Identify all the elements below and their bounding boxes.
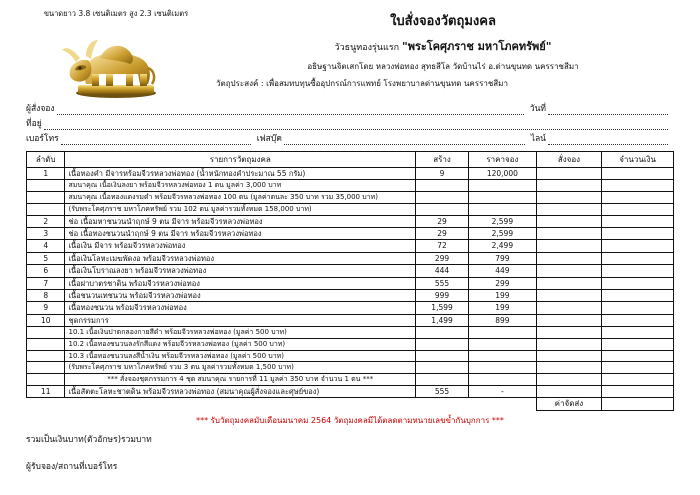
golden-bull-image [56, 22, 176, 100]
table-row [27, 362, 674, 374]
cell-no: 6 [27, 265, 65, 277]
cell-no: 9 [27, 302, 65, 314]
cell-made: 1,599 [416, 302, 469, 314]
label-baht2: บาท [136, 435, 152, 446]
cell-amount[interactable] [602, 277, 674, 289]
cell-made: 9 [416, 168, 469, 180]
cell-order-qty[interactable] [536, 265, 602, 277]
label-line: ไลน์ [530, 134, 546, 144]
cell-description: 10.2 เนื้อทองชนวนลงรักสีแดง พร้อมจีวรหลวงพ่อทอง (มูลค่า 500 บาท) [65, 338, 416, 350]
cell-amount[interactable] [602, 314, 674, 326]
cell-order-qty[interactable] [536, 252, 602, 264]
cell-no: 2 [27, 215, 65, 227]
cell-amount[interactable] [602, 203, 674, 215]
cell-made: 555 [416, 385, 469, 397]
cell-order-qty[interactable] [536, 192, 602, 204]
cell-price: 120,000 [469, 168, 537, 180]
cell-amount[interactable] [602, 228, 674, 240]
cell-amount[interactable] [602, 168, 674, 180]
label-facebook: เฟสบุ๊ค [256, 134, 282, 144]
input-line[interactable] [548, 134, 668, 145]
label-footer-phone: เบอร์โทร [84, 462, 118, 473]
header-text-block [206, 8, 674, 90]
cell-price: 2,599 [469, 228, 537, 240]
cell-price: 299 [469, 277, 537, 289]
cell-made: 29 [416, 215, 469, 227]
red-note: *** รับวัตถุมงคลมับเดือนมนาคม 2564 วัตถุมงคลมีได้ตลดตามหนายเลขข้ำกันบุกการ *** [196, 416, 504, 426]
cell-price: - [469, 385, 537, 397]
cell-description: สมนาคุณ เนื้อทองแดงรมดำ พร้อมจีวรหลวงพ่อทอง 100 ตน (มูลค่าตนละ 350 บาท รวม 35,000 บาท) [65, 192, 416, 204]
series-name: "พระโคศุภราช มหาโภคทรัพย์" [401, 40, 552, 53]
cell-amount[interactable] [602, 302, 674, 314]
cell-order-qty[interactable] [536, 327, 602, 339]
cell-no [27, 327, 65, 339]
shipping-row [27, 398, 674, 411]
th-no: ลำดับ [27, 152, 65, 168]
cell-amount[interactable] [602, 265, 674, 277]
cell-price: 2,499 [469, 240, 537, 252]
row-order-by [26, 100, 674, 115]
cell-price: 899 [469, 314, 537, 326]
table-row [27, 180, 674, 192]
cell-made [416, 338, 469, 350]
table-row [27, 327, 674, 339]
amulet-image-block [26, 8, 206, 100]
table-row [27, 215, 674, 227]
series-line [212, 37, 674, 55]
cell-description: ช่อ เนื้อมหาชนวนนำฤกษ์ 9 ตน มีจาร พร้อมจีวรหลวงพ่อทอง [65, 215, 416, 227]
cell-amount[interactable] [602, 374, 674, 386]
cell-no: 10 [27, 314, 65, 326]
label-date: วันที่ [529, 104, 546, 114]
cell-order-qty[interactable] [536, 180, 602, 192]
cell-order-qty[interactable] [536, 350, 602, 362]
shipping-amount[interactable] [602, 398, 674, 411]
cell-price: 199 [469, 302, 537, 314]
purpose-line: วัตถุประสงค์ : เพื่อสมทบทุนซื้ออุปกรณ์การแพทย์ โรงพยาบาลด่านขุนทด นครราชสีมา [216, 79, 508, 88]
cell-amount[interactable] [602, 327, 674, 339]
th-price: ราคาจอง [469, 152, 537, 168]
input-facebook[interactable] [284, 134, 525, 145]
cell-description: (รับพระโคศุภราช มหาโภคทรัพย์ รวม 3 ตน มูลค่ารวมทั้งหมด 1,500 บาท) [65, 362, 416, 374]
cell-no: 11 [27, 385, 65, 397]
table-row [27, 289, 674, 301]
cell-amount[interactable] [602, 362, 674, 374]
cell-description: เนื้อฝาบาตรชาดิน พร้อมจีวรหลวงพ่อทอง [65, 277, 416, 289]
label-phone: เบอร์โทร [26, 134, 59, 144]
cell-description: *** สั่งจองชุดกรรมการ 4 ชุด สมนาคุณ รายการที่ 11 มูลค่า 350 บาท จำนวน 1 ตน *** [65, 374, 416, 386]
row-signature [26, 458, 674, 473]
table-row [27, 240, 674, 252]
input-date[interactable] [548, 104, 668, 115]
input-order-by[interactable] [57, 104, 524, 115]
table-row [27, 350, 674, 362]
cell-price [469, 374, 537, 386]
th-amount: จำนวนเงิน [602, 152, 674, 168]
cell-made [416, 327, 469, 339]
cell-description: ชุดกรรมการ [65, 314, 416, 326]
shipping-label: ค่าจัดส่ง [536, 398, 602, 411]
cell-description: เนื้อเงิน มีจาร พร้อมจีวรหลวงพ่อทอง [65, 240, 416, 252]
input-phone[interactable] [61, 134, 251, 145]
input-address[interactable] [44, 119, 668, 130]
cell-description: เนื้อทองคำ มีจารหร้อมจีวรหลวงพ่อทอง (น้ำหนักทองคำประมาณ 55 กรัม) [65, 168, 416, 180]
table-header-row [27, 152, 674, 168]
cell-price [469, 350, 537, 362]
cell-price: 449 [469, 265, 537, 277]
th-made: สร้าง [416, 152, 469, 168]
label-baht-text: บาท(ตัวอักษร) [67, 435, 122, 446]
cell-made: 1,499 [416, 314, 469, 326]
cell-price [469, 327, 537, 339]
cell-description: เนื้อสัตตะโลหะชาตดิน พร้อมจีวรหลวงพ่อทอง (สมนาคุณผู้สั่งจองและศุษย์ของ) [65, 385, 416, 397]
cell-amount[interactable] [602, 350, 674, 362]
series-prefix: วัวธนูทองรุ่นแรก [334, 43, 402, 53]
label-address: ที่อยู่ [26, 119, 42, 129]
table-row [27, 203, 674, 215]
row-contact [26, 130, 674, 145]
cell-order-qty[interactable] [536, 203, 602, 215]
bull-statue-icon [56, 22, 176, 100]
table-row [27, 314, 674, 326]
document-header [0, 0, 700, 100]
cell-made: 999 [416, 289, 469, 301]
cell-order-qty[interactable] [536, 228, 602, 240]
cell-price [469, 338, 537, 350]
cell-amount[interactable] [602, 385, 674, 397]
cell-order-qty[interactable] [536, 374, 602, 386]
table-body [27, 168, 674, 411]
cell-order-qty[interactable] [536, 362, 602, 374]
cell-price: 2,599 [469, 215, 537, 227]
cell-made [416, 374, 469, 386]
cell-made [416, 192, 469, 204]
cell-price [469, 203, 537, 215]
cell-no [27, 192, 65, 204]
cell-order-qty[interactable] [536, 302, 602, 314]
cell-order-qty[interactable] [536, 240, 602, 252]
cell-no [27, 180, 65, 192]
cell-description: เนื้อชนวนเทชนวน พร้อมจีวรหลวงพ่อทอง [65, 289, 416, 301]
cell-no [27, 203, 65, 215]
cell-made: 29 [416, 228, 469, 240]
cell-description: (รับพระโคศุภราช มหาโภคทรัพย์ รวม 102 ตน มูลค่ารวมทั้งหมด 158,000 บาท) [65, 203, 416, 215]
cell-no: 4 [27, 240, 65, 252]
cell-no: 1 [27, 168, 65, 180]
table-row [27, 277, 674, 289]
cell-made [416, 203, 469, 215]
table-row [27, 192, 674, 204]
cell-description: 10.1 เนื้อเงินปาตกลองกายสีดำ พร้อมจีวรหลวงพ่อทอง (มูลค่า 500 บาท) [65, 327, 416, 339]
cell-description: สมนาคุณ เนื้อเงินลงยา พร้อมจีวรหลวงพ่อทอง 1 ตน มูลค่า 3,000 บาท [65, 180, 416, 192]
cell-no: 8 [27, 289, 65, 301]
cell-no [27, 374, 65, 386]
cell-description: เนื้อทองชนวน พร้อมจีวรหลวงพ่อทอง [65, 302, 416, 314]
table-row [27, 338, 674, 350]
cell-no: 5 [27, 252, 65, 264]
cell-amount[interactable] [602, 240, 674, 252]
cell-made [416, 362, 469, 374]
label-total: รวมเป็นเงิน [26, 435, 68, 446]
cell-amount[interactable] [602, 338, 674, 350]
cell-order-qty[interactable] [536, 338, 602, 350]
cell-amount[interactable] [602, 192, 674, 204]
cell-no: 7 [27, 277, 65, 289]
cell-price: 799 [469, 252, 537, 264]
cell-description: ช่อ เนื้อทองชนวนนำฤกษ์ 9 ตน มีจาร พร้อมจีวรหลวงพ่อทอง [65, 228, 416, 240]
cell-order-qty[interactable] [536, 277, 602, 289]
cell-description: เนื้อเงินโลหะเมฆพัดงอ พร้อมจีวรหลวงพ่อทอง [65, 252, 416, 264]
cell-order-qty[interactable] [536, 168, 602, 180]
row-total [26, 431, 674, 446]
cell-price [469, 180, 537, 192]
label-order-by: ผู้สั่งจอง [26, 104, 55, 114]
label-total2: รวม [121, 435, 136, 446]
cell-made: 444 [416, 265, 469, 277]
order-items-table [26, 151, 674, 411]
label-signer: ผู้รับจอง/สถานที่ [26, 462, 85, 473]
cell-amount[interactable] [602, 215, 674, 227]
cell-no [27, 350, 65, 362]
cell-order-qty[interactable] [536, 385, 602, 397]
cell-price [469, 362, 537, 374]
table-row [27, 302, 674, 314]
cell-no [27, 338, 65, 350]
cell-made [416, 180, 469, 192]
cell-made [416, 350, 469, 362]
cell-made: 299 [416, 252, 469, 264]
cell-order-qty[interactable] [536, 289, 602, 301]
table-row [27, 265, 674, 277]
table-row [27, 385, 674, 397]
cell-order-qty[interactable] [536, 215, 602, 227]
cell-amount[interactable] [602, 180, 674, 192]
th-order: สั่งจอง [536, 152, 602, 168]
cell-made: 555 [416, 277, 469, 289]
cell-price [469, 192, 537, 204]
cell-no [27, 362, 65, 374]
dimensions-label: ขนาดยาว 3.8 เซนติเมตร สูง 2.3 เซนติเมตร [43, 9, 189, 18]
table-row [27, 228, 674, 240]
cell-description: 10.3 เนื้อทองชนวนลงสีน้ำเงิน พร้อมจีวรหลวงพ่อทอง (มูลค่า 500 บาท) [65, 350, 416, 362]
table-row [27, 374, 674, 386]
row-address [26, 115, 674, 130]
cell-price: 199 [469, 289, 537, 301]
th-description: รายการวัตถุมงคล [65, 152, 416, 168]
cell-amount[interactable] [602, 289, 674, 301]
table-row [27, 168, 674, 180]
cell-description: เนื้อเงินโบราณลงยา พร้อมจีวรหลวงพ่อทอง [65, 265, 416, 277]
cell-made: 72 [416, 240, 469, 252]
blessed-by-line: อธิษฐานจิตเสกโดย หลวงพ่อทอง สุทธสีโล วัดบ้านไร่ อ.ด่านขุนทด นครราชสีมา [307, 62, 579, 71]
cell-order-qty[interactable] [536, 314, 602, 326]
cell-amount[interactable] [602, 252, 674, 264]
page-title: ใบสั่งจองวัตถุมงคล [390, 14, 496, 29]
cell-no: 3 [27, 228, 65, 240]
table-row [27, 252, 674, 264]
shipping-spacer [27, 398, 537, 411]
